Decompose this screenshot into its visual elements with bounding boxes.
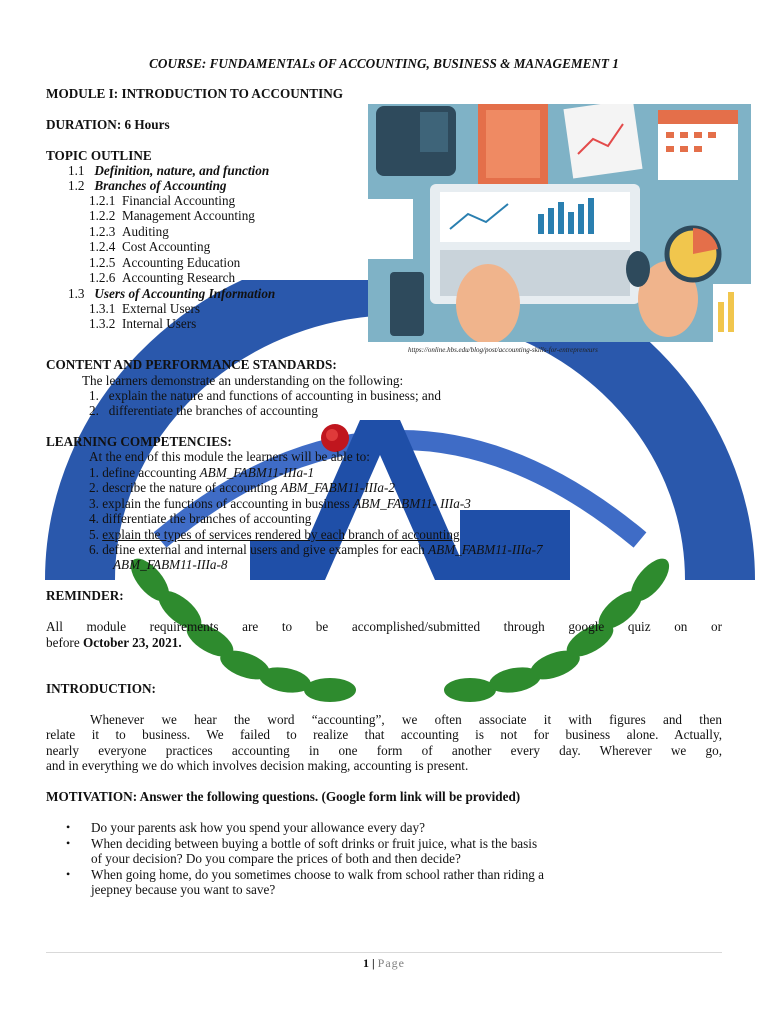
standards-item — [89, 388, 441, 403]
bullet-icon: • — [66, 867, 71, 881]
topic-item — [89, 208, 255, 223]
topic-number: 1.2.6 — [89, 270, 116, 285]
competency-item — [89, 465, 314, 480]
competencies-heading: LEARNING COMPETENCIES: — [46, 434, 232, 449]
motivation-question-2-cont: of your decision? Do you compare the prices of both and then decide? — [91, 851, 461, 866]
reminder-date: October 23, 2021. — [82, 635, 182, 650]
topic-number: 1.3 — [68, 286, 85, 301]
topic-label: Management Accounting — [121, 208, 255, 223]
topic-1-2 — [68, 178, 227, 193]
competency-item — [89, 511, 311, 526]
topic-number: 1.1 — [68, 163, 85, 178]
topic-item — [89, 239, 210, 254]
item-number: 5. — [89, 527, 99, 542]
page-separator: | — [372, 956, 375, 970]
reminder-heading: REMINDER: — [46, 588, 124, 603]
topic-label: Accounting Research — [121, 270, 236, 285]
image-credit-link[interactable]: https://online.hbs.edu/blog/post/accounting-skills-for-entrepreneurs — [408, 346, 598, 354]
topic-item — [89, 255, 240, 270]
competencies-intro: At the end of this module the learners will be able to: — [89, 449, 370, 464]
bullet-icon: • — [66, 820, 71, 834]
motivation-question-1: Do your parents ask how you spend your allowance every day? — [91, 820, 425, 835]
introduction-heading: INTRODUCTION: — [46, 681, 156, 696]
competency-code: ABM_FABM11-IIIa-7 — [428, 542, 543, 557]
reminder-line-2 — [46, 635, 182, 650]
topic-label: Auditing — [121, 224, 169, 239]
motivation-heading: MOTIVATION: Answer the following questions. (Google form link will be provided) — [46, 789, 521, 804]
topic-number: 1.3.1 — [89, 301, 116, 316]
topic-label: Cost Accounting — [121, 239, 211, 254]
motivation-question-3-cont: jeepney because you want to save? — [91, 882, 276, 897]
competency-item — [89, 527, 460, 542]
item-number: 1. — [89, 388, 99, 403]
competency-item — [89, 480, 395, 495]
topic-label: Definition, nature, and function — [94, 163, 270, 178]
topic-1-3 — [68, 286, 275, 301]
topic-number: 1.2.4 — [89, 239, 116, 254]
topic-item — [89, 316, 196, 331]
item-number: 1. — [89, 465, 99, 480]
page-footer — [0, 956, 768, 971]
topic-label: Financial Accounting — [121, 193, 236, 208]
intro-line-3: nearly everyone practices accounting in one form of another every day. Wherever we go, — [46, 743, 722, 758]
topic-item — [89, 301, 200, 316]
topic-label: Branches of Accounting — [94, 178, 227, 193]
item-text: explain the nature and functions of accounting in business; and — [108, 388, 441, 403]
competency-item — [89, 496, 471, 511]
item-text: define external and internal users and give examples for each — [102, 542, 429, 557]
competency-code: ABM_FABM11-IIIa-2 — [280, 480, 396, 495]
topic-item — [89, 193, 235, 208]
topic-label: Users of Accounting Information — [94, 286, 276, 301]
standards-heading: CONTENT AND PERFORMANCE STANDARDS: — [46, 357, 337, 372]
competency-code: ABM_FABM11- IIIa-3 — [353, 496, 471, 511]
intro-line-2: relate it to business. We failed to realize that accounting is not for business alone. Actually, — [46, 727, 722, 742]
item-text: differentiate the branches of accounting — [102, 511, 312, 526]
motivation-question-2: When deciding between buying a bottle of soft drinks or fruit juice, what is the basis — [91, 836, 538, 851]
topic-1-1 — [68, 163, 269, 178]
item-number: 6. — [89, 542, 99, 557]
topic-number: 1.2.3 — [89, 224, 116, 239]
item-text: define accounting — [102, 465, 200, 480]
competency-code: ABM_FABM11-IIIa-1 — [199, 465, 315, 480]
duration: DURATION: 6 Hours — [46, 117, 170, 132]
item-text: explain the types of services rendered by each branch of accounting — [102, 527, 460, 542]
motivation-question-3: When going home, do you sometimes choose to walk from school rather than riding a — [91, 867, 545, 882]
topic-number: 1.2.1 — [89, 193, 116, 208]
bullet-icon: • — [66, 836, 71, 850]
footer-divider — [46, 952, 722, 953]
item-number: 2. — [89, 403, 99, 418]
topic-label: Internal Users — [121, 316, 197, 331]
intro-line-1: Whenever we hear the word “accounting”, we often associate it with figures and then — [90, 712, 722, 727]
reminder-line-1: All module requirements are to be accomplished/submitted through google quiz on or — [46, 619, 722, 634]
item-number: 3. — [89, 496, 99, 511]
standards-intro: The learners demonstrate an understanding on the following: — [82, 373, 404, 388]
topic-outline-heading: TOPIC OUTLINE — [46, 148, 152, 163]
standards-item — [89, 403, 318, 418]
page-label: Page — [377, 956, 405, 970]
intro-line-4: and in everything we do which involves decision making, accounting is present. — [46, 758, 469, 773]
topic-number: 1.3.2 — [89, 316, 116, 331]
module-title: MODULE I: INTRODUCTION TO ACCOUNTING — [46, 86, 344, 101]
topic-item — [89, 270, 235, 285]
topic-number: 1.2 — [68, 178, 85, 193]
topic-number: 1.2.2 — [89, 208, 116, 223]
item-text: explain the functions of accounting in business — [102, 496, 354, 511]
topic-label: External Users — [121, 301, 200, 316]
topic-item — [89, 224, 169, 239]
item-number: 2. — [89, 480, 99, 495]
reminder-prefix: before — [46, 635, 83, 650]
item-text: describe the nature of accounting — [102, 480, 281, 495]
topic-label: Accounting Education — [121, 255, 241, 270]
item-text: differentiate the branches of accounting — [108, 403, 318, 418]
competency-item — [89, 542, 543, 557]
competency-code-continuation: ABM_FABM11-IIIa-8 — [113, 557, 228, 572]
course-title: COURSE: FUNDAMENTALs OF ACCOUNTING, BUSINESS & MANAGEMENT 1 — [149, 56, 619, 71]
item-number: 4. — [89, 511, 99, 526]
topic-number: 1.2.5 — [89, 255, 116, 270]
page-number: 1 — [363, 956, 369, 970]
